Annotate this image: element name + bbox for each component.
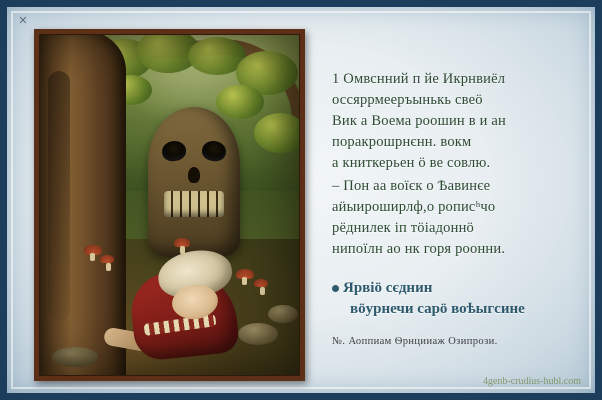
verse-text	[332, 69, 584, 260]
mushroom	[174, 238, 190, 247]
illustration-image	[39, 34, 300, 376]
verse-line: поракрошрнєнн. вокм	[332, 134, 472, 151]
rock	[238, 323, 278, 345]
watermark-text: 4genb-crudius-hubl.com	[482, 376, 581, 387]
corner-mark-icon: ✕	[18, 15, 28, 27]
verse-line: Вик а Воема роошин в и ан	[332, 113, 506, 130]
skull-face-in-tree	[148, 107, 240, 257]
mushroom	[84, 245, 102, 255]
skull-teeth	[164, 191, 224, 217]
verse-line: рёднилек іп тӧіадоннӧ	[332, 220, 474, 237]
verse-line: а книткерьен ӧ ве совлю.	[332, 155, 491, 172]
mushroom	[100, 255, 114, 263]
skull-nose	[188, 167, 200, 183]
skull-eye-right	[201, 139, 228, 162]
signature-secondary-line: вӧурнечи сарӧ воѣыгсине	[350, 301, 525, 318]
verse-line: 1 Омвснний п йе Икрнвиёл	[332, 71, 506, 87]
illustration-frame	[34, 29, 305, 381]
mushroom	[236, 269, 254, 279]
foliage-blob	[254, 113, 300, 153]
signature-primary-line	[332, 278, 584, 299]
verse-line: – Пон аа воїєк о Ѣавинєе	[332, 178, 491, 195]
foliage-blob	[216, 85, 264, 119]
verse-line: аӥыироширлф,о рописʰчо	[332, 199, 496, 216]
oak-trunk	[39, 34, 126, 376]
mushroom	[254, 279, 268, 287]
signature-primary-text: Ярвіӧ сєднин	[343, 280, 433, 297]
credit-line: №. Аоппиам Ѳрнцииаж Озипрози.	[332, 336, 498, 348]
bullet-icon	[332, 285, 339, 292]
skull-eye-left	[161, 139, 188, 162]
signature-block	[332, 278, 584, 320]
verse-line: оссяррмееръынькь свеӧ	[332, 92, 483, 109]
text-column	[332, 69, 584, 347]
verse-line: нипоїлн ао нк горя роонни.	[332, 241, 506, 258]
rock	[268, 305, 298, 323]
rock	[52, 347, 98, 367]
